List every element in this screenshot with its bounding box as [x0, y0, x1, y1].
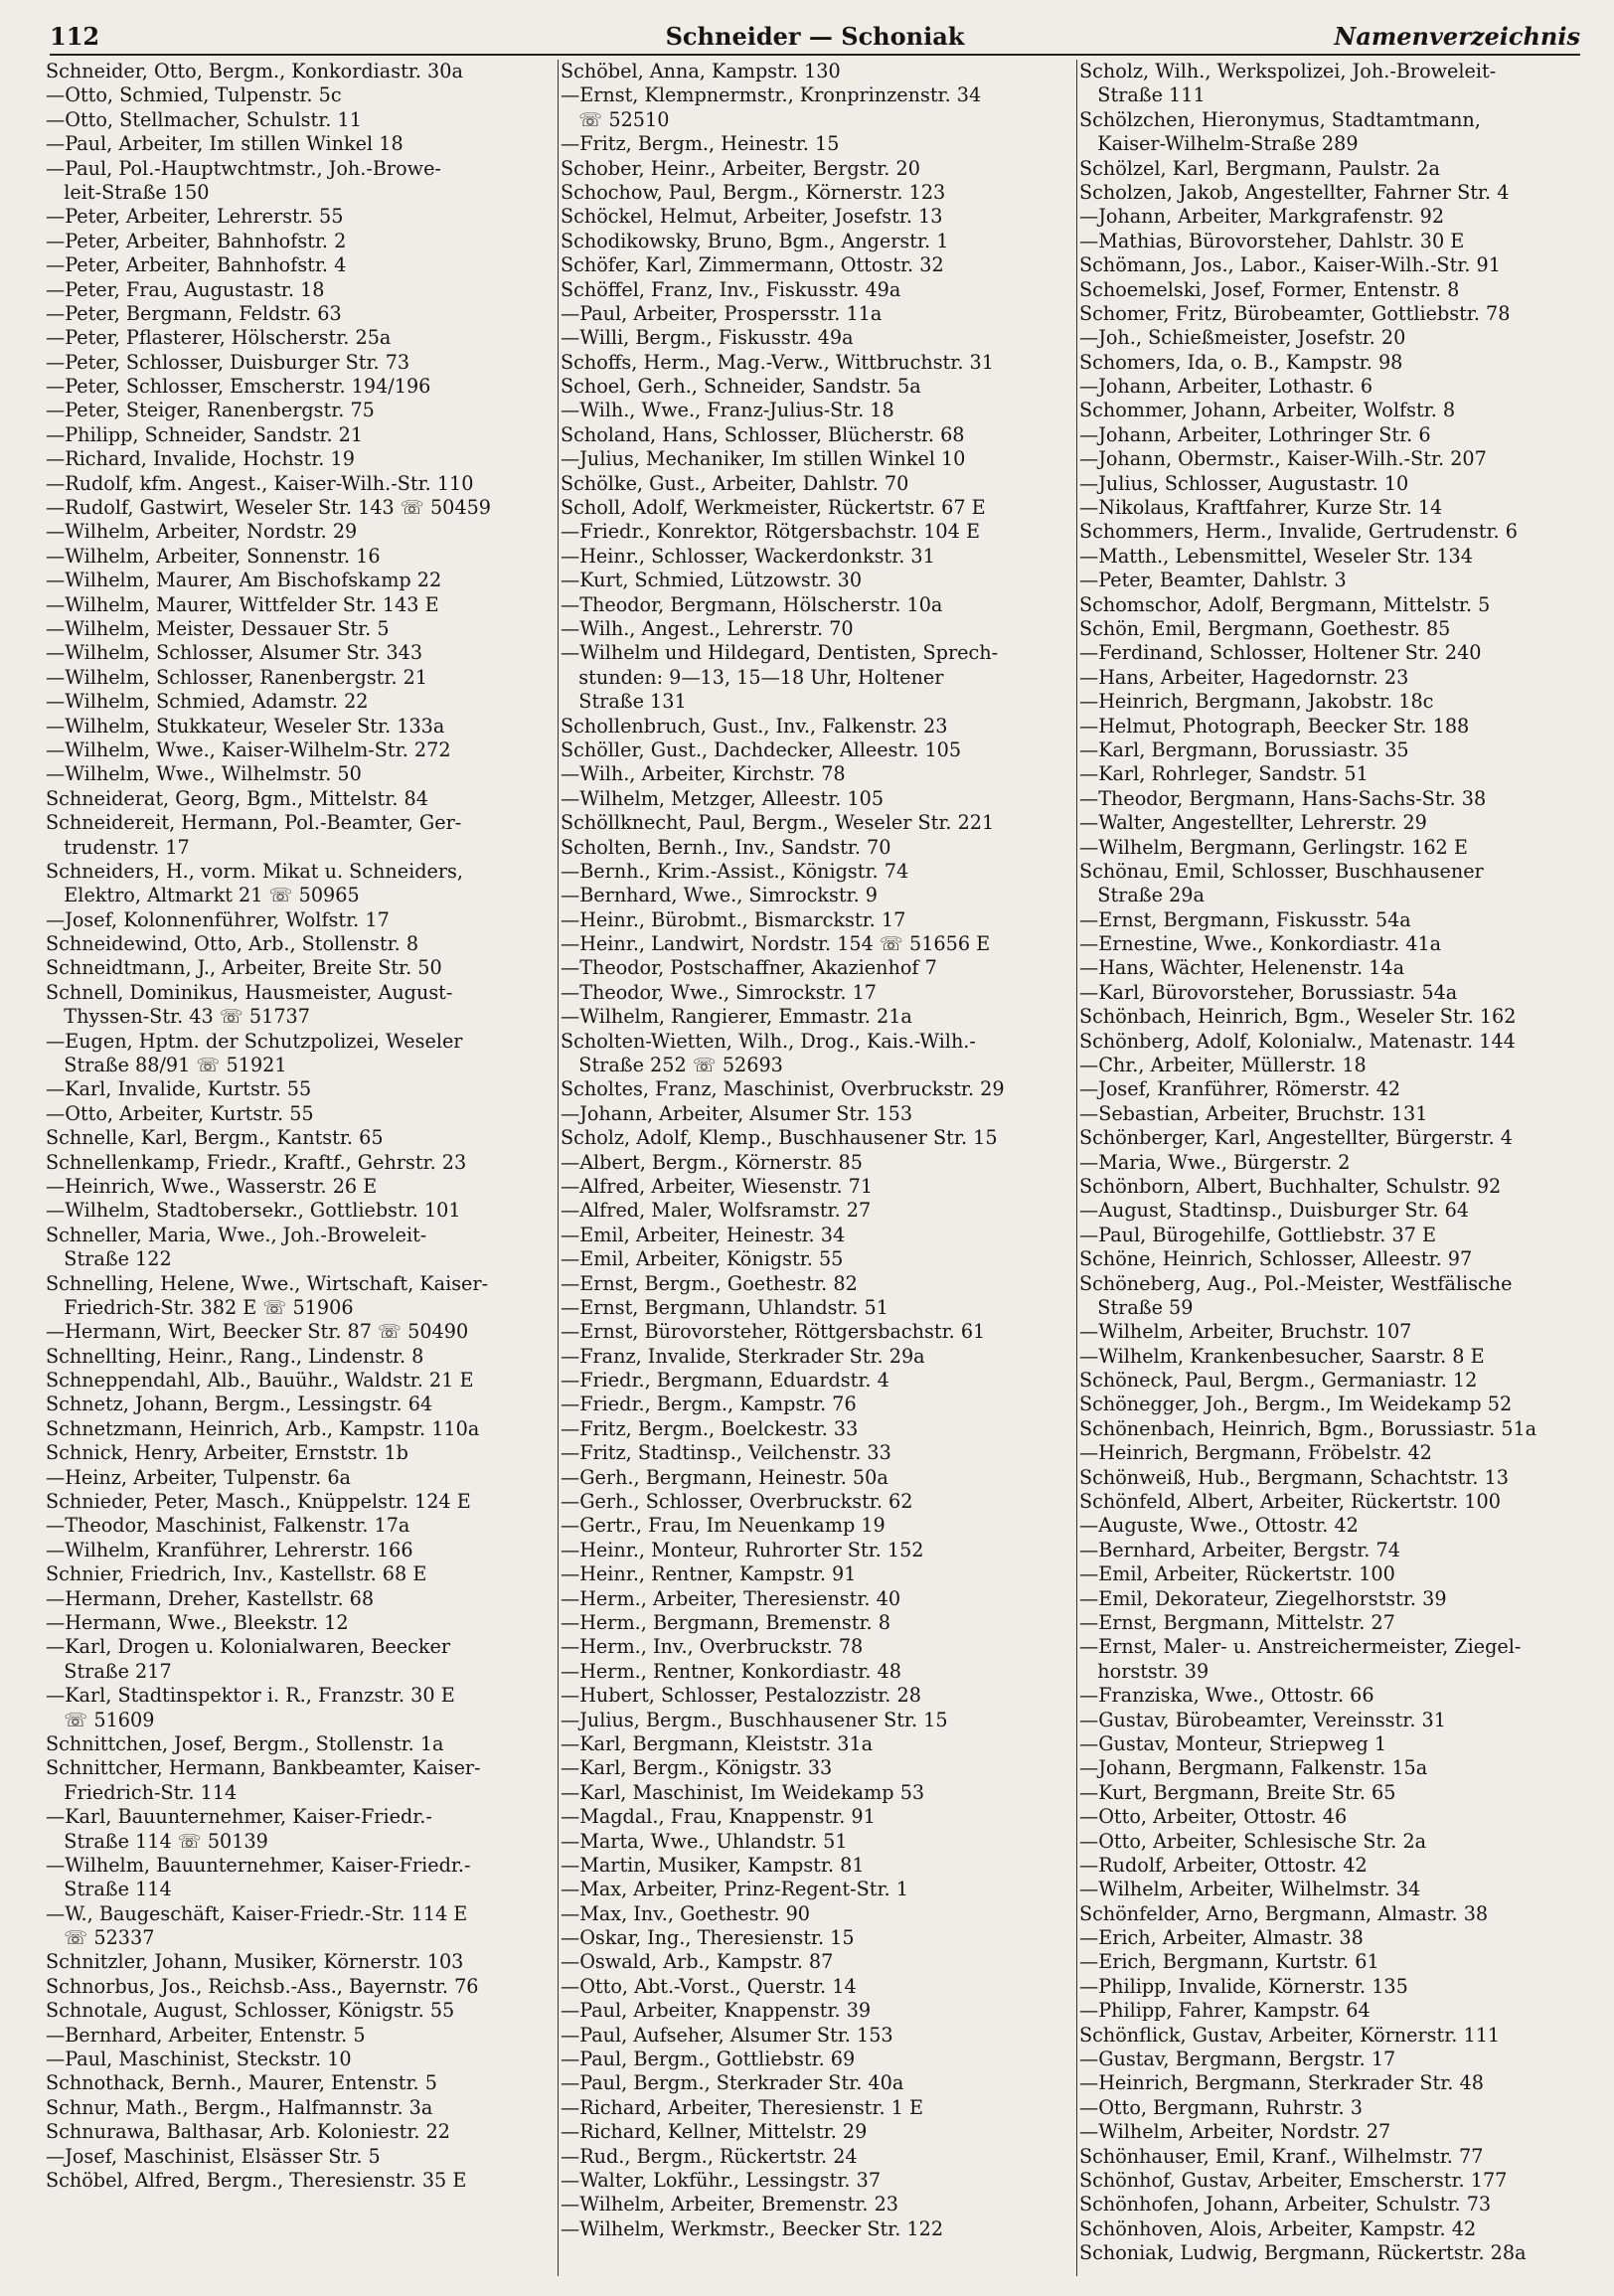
directory-entry: —Wilhelm, Rangierer, Emmastr. 21a	[561, 1005, 912, 1029]
directory-entry: —Bernhard, Arbeiter, Bergstr. 74	[1079, 1538, 1400, 1561]
directory-entry: —Heinrich, Bergmann, Sterkrader Str. 48	[1079, 2071, 1484, 2095]
directory-entry: —Peter, Arbeiter, Bahnhofstr. 4	[46, 253, 347, 277]
directory-entry: Schömann, Jos., Labor., Kaiser-Wilh.-Str. 91	[1079, 253, 1501, 277]
directory-entry: Schomschor, Adolf, Bergmann, Mittelstr. 5	[1079, 592, 1491, 616]
directory-entry: —Nikolaus, Kraftfahrer, Kurze Str. 14	[1079, 496, 1443, 520]
directory-entry: —Marta, Wwe., Uhlandstr. 51	[561, 1829, 848, 1853]
directory-entry: Schneiderat, Georg, Bgm., Mittelstr. 84	[46, 786, 428, 810]
directory-entry: —Ernestine, Wwe., Konkordiastr. 41a	[1079, 932, 1442, 956]
directory-entry: —Rudolf, Gastwirt, Weseler Str. 143 ☏ 50459	[46, 496, 491, 520]
directory-entry: Schöfer, Karl, Zimmermann, Ottostr. 32	[561, 253, 944, 277]
directory-entry: Schober, Heinr., Arbeiter, Bergstr. 20	[561, 156, 920, 180]
directory-entry: —Franz, Invalide, Sterkrader Str. 29a	[561, 1344, 925, 1368]
directory-entry: —Auguste, Wwe., Ottostr. 42	[1079, 1514, 1359, 1538]
directory-entry: horststr. 39	[1079, 1659, 1210, 1683]
directory-entry: Schneidewind, Otto, Arb., Stollenstr. 8	[46, 932, 419, 956]
directory-entry: —Magdal., Frau, Knappenstr. 91	[561, 1805, 876, 1829]
column-middle	[558, 60, 1073, 2276]
directory-entry: Schöbel, Anna, Kampstr. 130	[561, 60, 841, 82]
directory-entry: —Alfred, Maler, Wolfsramstr. 27	[561, 1199, 872, 1223]
directory-entry: —Julius, Bergm., Buschhausener Str. 15	[561, 1708, 948, 1731]
directory-entry: Schoemelski, Josef, Former, Entenstr. 8	[1079, 277, 1460, 301]
column-left	[46, 60, 547, 2276]
directory-entry: —Paul, Maschinist, Steckstr. 10	[46, 2048, 352, 2071]
directory-entry: —Karl, Bauunternehmer, Kaiser-Friedr.-	[46, 1805, 432, 1829]
directory-entry: ☏ 51609	[46, 1708, 155, 1731]
directory-entry: Schölzel, Karl, Bergmann, Paulstr. 2a	[1079, 156, 1440, 180]
directory-entry: —Wilhelm, Kranführer, Lehrerstr. 166	[46, 1538, 413, 1561]
directory-entry: —Peter, Arbeiter, Bahnhofstr. 2	[46, 229, 347, 252]
directory-entry: —Gertr., Frau, Im Neuenkamp 19	[561, 1514, 886, 1538]
directory-entry: Straße 114 ☏ 50139	[46, 1829, 268, 1853]
directory-entry: —Alfred, Arbeiter, Wiesenstr. 71	[561, 1174, 874, 1198]
directory-entry: —Friedr., Bergmann, Eduardstr. 4	[561, 1369, 889, 1393]
directory-entry: —Otto, Arbeiter, Ottostr. 46	[1079, 1805, 1348, 1829]
directory-entry: —Gustav, Bürobeamter, Vereinsstr. 31	[1079, 1708, 1446, 1731]
directory-entry: —Gerh., Schlosser, Overbruckstr. 62	[561, 1490, 913, 1514]
directory-entry: —Bernhard, Wwe., Simrockstr. 9	[561, 884, 879, 907]
directory-entry: —Oskar, Ing., Theresienstr. 15	[561, 1926, 855, 1950]
directory-entry: Schnellenkamp, Friedr., Kraftf., Gehrstr. 23	[46, 1150, 467, 1174]
directory-entry: Straße 217	[46, 1659, 172, 1683]
directory-entry: —Rud., Bergm., Rückertstr. 24	[561, 2144, 858, 2168]
directory-entry: Scholtes, Franz, Maschinist, Overbruckstr. 29	[561, 1077, 1005, 1101]
directory-entry: —August, Stadtinsp., Duisburger Str. 64	[1079, 1199, 1469, 1223]
directory-entry: —Wilhelm, Arbeiter, Nordstr. 29	[46, 520, 358, 544]
directory-entry: Schönhauser, Emil, Kranf., Wilhelmstr. 77	[1079, 2144, 1484, 2168]
directory-entry: —Peter, Beamter, Dahlstr. 3	[1079, 569, 1347, 592]
directory-entry: Schochow, Paul, Bergm., Körnerstr. 123	[561, 180, 946, 204]
directory-entry: —Wilhelm, Metzger, Alleestr. 105	[561, 786, 885, 810]
directory-entry: —Heinr., Landwirt, Nordstr. 154 ☏ 51656 E	[561, 932, 991, 956]
directory-entry: —Hermann, Wwe., Bleekstr. 12	[46, 1611, 349, 1634]
directory-entry: —Chr., Arbeiter, Müllerstr. 18	[1079, 1054, 1367, 1077]
directory-entry: —Richard, Kellner, Mittelstr. 29	[561, 2120, 868, 2144]
directory-entry: —Wilhelm, Arbeiter, Bremenstr. 23	[561, 2193, 898, 2216]
directory-entry: Schöffel, Franz, Inv., Fiskusstr. 49a	[561, 277, 901, 301]
directory-entry: Schnieder, Peter, Masch., Knüppelstr. 124 E	[46, 1490, 471, 1514]
directory-entry: —Wilhelm, Wwe., Wilhelmstr. 50	[46, 762, 362, 786]
directory-entry: —Otto, Stellmacher, Schulstr. 11	[46, 107, 362, 131]
directory-entry: Straße 131	[561, 690, 687, 714]
directory-entry: Schomer, Fritz, Bürobeamter, Gottliebstr. 78	[1079, 301, 1511, 325]
directory-entry: Schnur, Math., Bergm., Halfmannstr. 3a	[46, 2095, 433, 2119]
directory-entry: Schoel, Gerh., Schneider, Sandstr. 5a	[561, 375, 921, 399]
directory-entry: —Rudolf, Arbeiter, Ottostr. 42	[1079, 1853, 1368, 1877]
directory-entry: —Philipp, Schneider, Sandstr. 21	[46, 422, 364, 446]
directory-entry: —Friedr., Konrektor, Rötgersbachstr. 104 E	[561, 520, 980, 544]
directory-entry: —Ernst, Bergmann, Fiskusstr. 54a	[1079, 907, 1411, 931]
directory-entry: —Ernst, Bürovorsteher, Röttgersbachstr. 61	[561, 1320, 986, 1344]
directory-entry: —Fritz, Bergm., Boelckestr. 33	[561, 1416, 859, 1440]
directory-entry: —Erich, Arbeiter, Almastr. 38	[1079, 1926, 1364, 1950]
directory-entry: —Peter, Arbeiter, Lehrerstr. 55	[46, 205, 344, 229]
directory-entry: —Karl, Drogen u. Kolonialwaren, Beecker	[46, 1635, 451, 1659]
directory-entry: Schönberg, Adolf, Kolonialw., Matenastr. 144	[1079, 1029, 1516, 1053]
directory-entry: trudenstr. 17	[46, 835, 190, 859]
directory-entry: —Erich, Bergmann, Kurtstr. 61	[1079, 1950, 1379, 1974]
directory-entry: —Theodor, Postschaffner, Akazienhof 7	[561, 956, 937, 980]
directory-entry: Schönbach, Heinrich, Bgm., Weseler Str. 162	[1079, 1005, 1517, 1029]
directory-entry: —Hermann, Dreher, Kastellstr. 68	[46, 1586, 375, 1610]
directory-entry: —Herm., Bergmann, Bremenstr. 8	[561, 1611, 890, 1634]
directory-entry: —Peter, Bergmann, Feldstr. 63	[46, 301, 342, 325]
directory-entry: —Franziska, Wwe., Ottostr. 66	[1079, 1684, 1374, 1708]
directory-entry: Schneller, Maria, Wwe., Joh.-Broweleit-	[46, 1223, 427, 1246]
directory-entry: —Karl, Invalide, Kurtstr. 55	[46, 1077, 312, 1101]
directory-entry: —Philipp, Invalide, Körnerstr. 135	[1079, 1974, 1408, 1998]
page-header	[50, 20, 1580, 56]
directory-entry: —W., Baugeschäft, Kaiser-Friedr.-Str. 114 E	[46, 1901, 468, 1925]
directory-entry: —Paul, Bürogehilfe, Gottliebstr. 37 E	[1079, 1223, 1437, 1246]
directory-entry: Schomers, Ida, o. B., Kampstr. 98	[1079, 350, 1403, 374]
directory-entry: —Peter, Pflasterer, Hölscherstr. 25a	[46, 326, 392, 350]
directory-entry: —Wilh., Angest., Lehrerstr. 70	[561, 616, 854, 640]
directory-entry: —Albert, Bergm., Körnerstr. 85	[561, 1150, 863, 1174]
page-title: Schneider — Schoniak	[665, 22, 965, 51]
directory-entry: —Karl, Bürovorsteher, Borussiastr. 54a	[1079, 980, 1458, 1004]
directory-entry: —Wilhelm, Arbeiter, Sonnenstr. 16	[46, 544, 381, 568]
directory-entry: Scholl, Adolf, Werkmeister, Rückertstr. 67 E	[561, 496, 986, 520]
directory-entry: —Wilhelm, Arbeiter, Bruchstr. 107	[1079, 1320, 1412, 1344]
directory-entry: Friedrich-Str. 382 E ☏ 51906	[46, 1295, 354, 1319]
directory-entry: —Wilh., Wwe., Franz-Julius-Str. 18	[561, 399, 894, 422]
directory-entry: Schommers, Herm., Invalide, Gertrudenstr. 6	[1079, 520, 1518, 544]
directory-entry: —Karl, Rohrleger, Sandstr. 51	[1079, 762, 1369, 786]
directory-entry: —Wilhelm, Wwe., Kaiser-Wilhelm-Str. 272	[46, 738, 451, 761]
directory-entry: Scholten-Wietten, Wilh., Drog., Kais.-Wilh.-	[561, 1029, 976, 1053]
directory-entry: Schönborn, Albert, Buchhalter, Schulstr. 92	[1079, 1174, 1502, 1198]
directory-entry: —Wilhelm und Hildegard, Dentisten, Sprech-	[561, 641, 999, 665]
directory-entry: —Rudolf, kfm. Angest., Kaiser-Wilh.-Str. 110	[46, 471, 474, 495]
directory-entry: —Otto, Abt.-Vorst., Querstr. 14	[561, 1974, 857, 1998]
directory-entry: —Peter, Steiger, Ranenbergstr. 75	[46, 399, 375, 422]
directory-entry: —Wilhelm, Bergmann, Gerlingstr. 162 E	[1079, 835, 1468, 859]
directory-entry: —Wilhelm, Arbeiter, Wilhelmstr. 34	[1079, 1878, 1421, 1901]
directory-entry: —Walter, Lokführ., Lessingstr. 37	[561, 2168, 882, 2192]
directory-entry: —Peter, Frau, Augustastr. 18	[46, 277, 325, 301]
directory-entry: Scholz, Adolf, Klemp., Buschhausener Str. 15	[561, 1126, 998, 1150]
directory-entry: —Emil, Arbeiter, Königstr. 55	[561, 1247, 844, 1271]
directory-entry: —Johann, Arbeiter, Alsumer Str. 153	[561, 1101, 913, 1125]
directory-entry: —Paul, Arbeiter, Im stillen Winkel 18	[46, 132, 404, 156]
directory-entry: —Herm., Inv., Overbruckstr. 78	[561, 1635, 864, 1659]
directory-entry: Friedrich-Str. 114	[46, 1780, 238, 1804]
directory-entry: —Helmut, Photograph, Beecker Str. 188	[1079, 714, 1470, 738]
directory-entry: —Hubert, Schlosser, Pestalozzistr. 28	[561, 1684, 921, 1708]
directory-entry: —Eugen, Hptm. der Schutzpolizei, Weseler	[46, 1029, 463, 1053]
directory-entry: Schönhof, Gustav, Arbeiter, Emscherstr. 177	[1079, 2168, 1508, 2192]
directory-entry: —Paul, Bergm., Sterkrader Str. 40a	[561, 2071, 904, 2095]
directory-entry: Scholz, Wilh., Werkspolizei, Joh.-Broweleit-	[1079, 60, 1497, 82]
directory-entry: Straße 252 ☏ 52693	[561, 1054, 783, 1077]
directory-entry: Schönegger, Joh., Bergm., Im Weidekamp 52	[1079, 1393, 1513, 1416]
directory-entry: —Wilhelm, Schlosser, Alsumer Str. 343	[46, 641, 423, 665]
directory-entry: —Paul, Arbeiter, Knappenstr. 39	[561, 1999, 872, 2023]
directory-entry: Elektro, Altmarkt 21 ☏ 50965	[46, 884, 360, 907]
page-number: 112	[50, 22, 100, 51]
directory-entry: Schnitzler, Johann, Musiker, Körnerstr. 103	[46, 1950, 464, 1974]
directory-entry: —Otto, Schmied, Tulpenstr. 5c	[46, 83, 342, 107]
directory-entry: —Walter, Angestellter, Lehrerstr. 29	[1079, 811, 1427, 835]
directory-entry: Schnotale, August, Schlosser, Königstr. 55	[46, 1999, 455, 2023]
directory-entry: —Otto, Arbeiter, Schlesische Str. 2a	[1079, 1829, 1427, 1853]
directory-entry: Schollenbruch, Gust., Inv., Falkenstr. 23	[561, 714, 948, 738]
directory-entry: —Heinrich, Bergmann, Fröbelstr. 42	[1079, 1441, 1432, 1465]
directory-entry: —Kurt, Bergmann, Breite Str. 65	[1079, 1780, 1396, 1804]
directory-entry: —Otto, Bergmann, Ruhrstr. 3	[1079, 2095, 1363, 2119]
directory-entry: —Heinr., Bürobmt., Bismarckstr. 17	[561, 907, 906, 931]
directory-entry: —Wilhelm, Werkmstr., Beecker Str. 122	[561, 2216, 944, 2240]
directory-entry: —Wilhelm, Meister, Dessauer Str. 5	[46, 616, 390, 640]
directory-entry: Schoffs, Herm., Mag.-Verw., Wittbruchstr. 31	[561, 350, 994, 374]
directory-entry: Schnell, Dominikus, Hausmeister, August-	[46, 980, 453, 1004]
directory-entry: —Gerh., Bergmann, Heinestr. 50a	[561, 1465, 888, 1489]
directory-entry: Scholten, Bernh., Inv., Sandstr. 70	[561, 835, 891, 859]
directory-entry: Schommer, Johann, Arbeiter, Wolfstr. 8	[1079, 399, 1456, 422]
directory-entry: —Fritz, Bergm., Heinestr. 15	[561, 132, 840, 156]
directory-entry: Schnorbus, Jos., Reichsb.-Ass., Bayernstr. 76	[46, 1974, 479, 1998]
directory-entry: —Ernst, Klempnermstr., Kronprinzenstr. 34	[561, 83, 982, 107]
directory-entry: Schönenbach, Heinrich, Bgm., Borussiastr. 51a	[1079, 1416, 1537, 1440]
directory-entry: Schneidtmann, J., Arbeiter, Breite Str. 50	[46, 956, 442, 980]
directory-entry: Schöller, Gust., Dachdecker, Alleestr. 105	[561, 738, 962, 761]
directory-entry: —Paul, Bergm., Gottliebstr. 69	[561, 2048, 856, 2071]
directory-entry: Schöbel, Alfred, Bergm., Theresienstr. 35 E	[46, 2168, 467, 2192]
directory-entry: Schnick, Henry, Arbeiter, Ernststr. 1b	[46, 1441, 408, 1465]
directory-entry: —Theodor, Maschinist, Falkenstr. 17a	[46, 1514, 410, 1538]
directory-entry: —Max, Arbeiter, Prinz-Regent-Str. 1	[561, 1878, 908, 1901]
directory-entry: Schönfeld, Albert, Arbeiter, Rückertstr. 100	[1079, 1490, 1501, 1514]
directory-entry: —Sebastian, Arbeiter, Bruchstr. 131	[1079, 1101, 1428, 1125]
directory-entry: —Wilhelm, Schlosser, Ranenbergstr. 21	[46, 665, 428, 689]
directory-entry: Schönweiß, Hub., Bergmann, Schachtstr. 13	[1079, 1465, 1509, 1489]
directory-entry: —Willi, Bergm., Fiskusstr. 49a	[561, 326, 854, 350]
directory-entry: —Gustav, Bergmann, Bergstr. 17	[1079, 2048, 1396, 2071]
directory-entry: —Theodor, Bergmann, Hölscherstr. 10a	[561, 592, 943, 616]
directory-entry: —Wilhelm, Maurer, Wittfelder Str. 143 E	[46, 592, 439, 616]
directory-entry: Straße 114	[46, 1878, 172, 1901]
directory-entry: —Wilhelm, Arbeiter, Nordstr. 27	[1079, 2120, 1391, 2144]
directory-entry: Straße 88/91 ☏ 51921	[46, 1054, 287, 1077]
directory-entry: —Ernst, Bergmann, Mittelstr. 27	[1079, 1611, 1395, 1634]
directory-entry: —Theodor, Bergmann, Hans-Sachs-Str. 38	[1079, 786, 1487, 810]
directory-entry: —Karl, Bergm., Königstr. 33	[561, 1756, 833, 1780]
directory-entry: Straße 59	[1079, 1295, 1194, 1319]
directory-entry: —Mathias, Bürovorsteher, Dahlstr. 30 E	[1079, 229, 1465, 252]
directory-entry: —Ernst, Maler- u. Anstreichermeister, Ziegel-	[1079, 1635, 1522, 1659]
directory-entry: ☏ 52337	[46, 1926, 155, 1950]
directory-entry: —Heinr., Monteur, Ruhrorter Str. 152	[561, 1538, 924, 1561]
directory-entry: Schöneberg, Aug., Pol.-Meister, Westfälische	[1079, 1271, 1513, 1295]
directory-entry: —Ernst, Bergmann, Uhlandstr. 51	[561, 1295, 888, 1319]
directory-entry: —Herm., Arbeiter, Theresienstr. 40	[561, 1586, 901, 1610]
directory-entry: —Josef, Kranführer, Römerstr. 42	[1079, 1077, 1401, 1101]
directory-entry: —Otto, Arbeiter, Kurtstr. 55	[46, 1101, 314, 1125]
directory-entry: —Heinrich, Wwe., Wasserstr. 26 E	[46, 1174, 378, 1198]
directory-entry: —Josef, Kolonnenführer, Wolfstr. 17	[46, 907, 390, 931]
directory-entry: —Johann, Obermstr., Kaiser-Wilh.-Str. 207	[1079, 447, 1487, 471]
directory-entry: Schönhoven, Alois, Arbeiter, Kampstr. 42	[1079, 2216, 1477, 2240]
column-right	[1076, 60, 1584, 2276]
directory-entry: —Heinz, Arbeiter, Tulpenstr. 6a	[46, 1465, 351, 1489]
directory-entry: —Friedr., Bergm., Kampstr. 76	[561, 1393, 857, 1416]
directory-entry: —Wilhelm, Krankenbesucher, Saarstr. 8 E	[1079, 1344, 1485, 1368]
directory-entry: Schöllknecht, Paul, Bergm., Weseler Str. 221	[561, 811, 995, 835]
directory-entry: —Heinrich, Bergmann, Jakobstr. 18c	[1079, 690, 1434, 714]
directory-entry: —Bernh., Krim.-Assist., Königstr. 74	[561, 859, 909, 883]
directory-entry: —Joh., Schießmeister, Josefstr. 20	[1079, 326, 1406, 350]
directory-entry: —Julius, Schlosser, Augustastr. 10	[1079, 471, 1409, 495]
directory-entry: —Paul, Pol.-Hauptwchtmstr., Joh.-Browe-	[46, 156, 441, 180]
directory-entry: —Paul, Arbeiter, Prospersstr. 11a	[561, 301, 883, 325]
directory-entry: —Johann, Arbeiter, Markgrafenstr. 92	[1079, 205, 1445, 229]
directory-entry: —Gustav, Monteur, Striepweg 1	[1079, 1731, 1387, 1755]
directory-entry: —Martin, Musiker, Kampstr. 81	[561, 1853, 865, 1877]
directory-entry: —Matth., Lebensmittel, Weseler Str. 134	[1079, 544, 1473, 568]
directory-entry: Schnurawa, Balthasar, Arb. Koloniestr. 22	[46, 2120, 451, 2144]
directory-entry: —Paul, Aufseher, Alsumer Str. 153	[561, 2023, 893, 2047]
directory-entry: —Hans, Wächter, Helenenstr. 14a	[1079, 956, 1405, 980]
directory-entry: Schnittchen, Josef, Bergm., Stollenstr. 1a	[46, 1731, 444, 1755]
directory-entry: —Karl, Maschinist, Im Weidekamp 53	[561, 1780, 925, 1804]
directory-entry: —Karl, Bergmann, Kleiststr. 31a	[561, 1731, 874, 1755]
directory-entry: —Julius, Mechaniker, Im stillen Winkel 10	[561, 447, 966, 471]
directory-entry: Schneidereit, Hermann, Pol.-Beamter, Ger-	[46, 811, 462, 835]
directory-entry: —Maria, Wwe., Bürgerstr. 2	[1079, 1150, 1351, 1174]
directory-entry: Schnetzmann, Heinrich, Arb., Kampstr. 110a	[46, 1416, 480, 1440]
directory-entry: Schöne, Heinrich, Schlosser, Alleestr. 97	[1079, 1247, 1473, 1271]
directory-entry: Straße 122	[46, 1247, 172, 1271]
directory-entry: —Heinr., Schlosser, Wackerdonkstr. 31	[561, 544, 935, 568]
directory-entry: —Johann, Bergmann, Falkenstr. 15a	[1079, 1756, 1428, 1780]
directory-entry: Schoniak, Ludwig, Bergmann, Rückertstr. 28a	[1079, 2241, 1527, 2265]
directory-entry: Schodikowsky, Bruno, Bgm., Angerstr. 1	[561, 229, 949, 252]
directory-entry: —Max, Inv., Goethestr. 90	[561, 1901, 810, 1925]
directory-entry: —Karl, Bergmann, Borussiastr. 35	[1079, 738, 1409, 761]
directory-entry: —Emil, Arbeiter, Heinestr. 34	[561, 1223, 846, 1246]
directory-entry: leit-Straße 150	[46, 180, 210, 204]
directory-entry: —Emil, Arbeiter, Rückertstr. 100	[1079, 1562, 1395, 1586]
directory-entry: Straße 111	[1079, 83, 1206, 107]
directory-entry: —Johann, Arbeiter, Lothringer Str. 6	[1079, 422, 1431, 446]
directory-entry: Scholand, Hans, Schlosser, Blücherstr. 68	[561, 422, 965, 446]
directory-entry: —Wilhelm, Stadtobersekr., Gottliebstr. 101	[46, 1199, 461, 1223]
directory-entry: Thyssen-Str. 43 ☏ 51737	[46, 1005, 310, 1029]
directory-entry: —Peter, Schlosser, Emscherstr. 194/196	[46, 375, 431, 399]
directory-entry: Schnelling, Helene, Wwe., Wirtschaft, Kaiser-	[46, 1271, 489, 1295]
directory-entry: —Wilhelm, Maurer, Am Bischofskamp 22	[46, 569, 442, 592]
directory-entry: Schneider, Otto, Bergm., Konkordiastr. 30a	[46, 60, 463, 82]
directory-entry: —Philipp, Fahrer, Kampstr. 64	[1079, 1999, 1371, 2023]
directory-entry: —Wilhelm, Schmied, Adamstr. 22	[46, 690, 369, 714]
directory-entry: Kaiser-Wilhelm-Straße 289	[1079, 132, 1359, 156]
directory-entry: Schönfelder, Arno, Bergmann, Almastr. 38	[1079, 1901, 1489, 1925]
directory-entry: Schöneck, Paul, Bergm., Germaniastr. 12	[1079, 1369, 1478, 1393]
directory-entry: Schnittcher, Hermann, Bankbeamter, Kaiser-	[46, 1756, 481, 1780]
directory-entry: —Peter, Schlosser, Duisburger Str. 73	[46, 350, 410, 374]
directory-entry: —Richard, Arbeiter, Theresienstr. 1 E	[561, 2095, 923, 2119]
directory-entry: stunden: 9—13, 15—18 Uhr, Holtener	[561, 665, 944, 689]
directory-entry: —Karl, Stadtinspektor i. R., Franzstr. 30 E	[46, 1684, 455, 1708]
directory-entry: Schnelle, Karl, Bergm., Kantstr. 65	[46, 1126, 384, 1150]
directory-entry: Schönhofen, Johann, Arbeiter, Schulstr. 73	[1079, 2193, 1492, 2216]
directory-entry: —Theodor, Wwe., Simrockstr. 17	[561, 980, 877, 1004]
directory-entry: Schöckel, Helmut, Arbeiter, Josefstr. 13	[561, 205, 943, 229]
directory-entry: —Josef, Maschinist, Elsässer Str. 5	[46, 2144, 381, 2168]
directory-entry: —Ferdinand, Schlosser, Holtener Str. 240	[1079, 641, 1482, 665]
directory-entry: Schnier, Friedrich, Inv., Kastellstr. 68 E	[46, 1562, 427, 1586]
directory-entry: —Wilh., Arbeiter, Kirchstr. 78	[561, 762, 846, 786]
directory-entry: Schnellting, Heinr., Rang., Lindenstr. 8	[46, 1344, 424, 1368]
directory-entry: —Bernhard, Arbeiter, Entenstr. 5	[46, 2023, 366, 2047]
directory-entry: —Heinr., Rentner, Kampstr. 91	[561, 1562, 857, 1586]
directory-entry: —Johann, Arbeiter, Lothastr. 6	[1079, 375, 1373, 399]
directory-entry: Schnothack, Bernh., Maurer, Entenstr. 5	[46, 2071, 437, 2095]
directory-entry: Schnetz, Johann, Bergm., Lessingstr. 64	[46, 1393, 433, 1416]
directory-entry: ☏ 52510	[561, 107, 670, 131]
directory-entry: —Hermann, Wirt, Beecker Str. 87 ☏ 50490	[46, 1320, 469, 1344]
directory-entry: Schönberger, Karl, Angestellter, Bürgerstr. 4	[1079, 1126, 1513, 1150]
directory-entry: Schön, Emil, Bergmann, Goethestr. 85	[1079, 616, 1451, 640]
directory-entry: Schölzchen, Hieronymus, Stadtamtmann,	[1079, 107, 1481, 131]
directory-entry: Schönflick, Gustav, Arbeiter, Körnerstr. 111	[1079, 2023, 1501, 2047]
directory-entry: Scholzen, Jakob, Angestellter, Fahrner Str. 4	[1079, 180, 1510, 204]
directory-entry: —Richard, Invalide, Hochstr. 19	[46, 447, 355, 471]
directory-entry: —Fritz, Stadtinsp., Veilchenstr. 33	[561, 1441, 891, 1465]
directory-entry: —Ernst, Bergm., Goethestr. 82	[561, 1271, 858, 1295]
directory-entry: Schölke, Gust., Arbeiter, Dahlstr. 70	[561, 471, 909, 495]
directory-entry: —Oswald, Arb., Kampstr. 87	[561, 1950, 834, 1974]
directory-entry: Schneppendahl, Alb., Bauühr., Waldstr. 21 E	[46, 1369, 474, 1393]
directory-entry: Schneiders, H., vorm. Mikat u. Schneiders,	[46, 859, 464, 883]
directory-entry: —Herm., Rentner, Konkordiastr. 48	[561, 1659, 901, 1683]
directory-entry: —Kurt, Schmied, Lützowstr. 30	[561, 569, 863, 592]
directory-entry: —Hans, Arbeiter, Hagedornstr. 23	[1079, 665, 1409, 689]
directory-entry: Straße 29a	[1079, 884, 1205, 907]
section-title: Namenverzeichnis	[1334, 22, 1580, 51]
directory-entry: —Wilhelm, Stukkateur, Weseler Str. 133a	[46, 714, 445, 738]
directory-entry: —Wilhelm, Bauunternehmer, Kaiser-Friedr.-	[46, 1853, 471, 1877]
directory-entry: Schönau, Emil, Schlosser, Buschhausener	[1079, 859, 1484, 883]
directory-entry: —Emil, Dekorateur, Ziegelhorststr. 39	[1079, 1586, 1447, 1610]
